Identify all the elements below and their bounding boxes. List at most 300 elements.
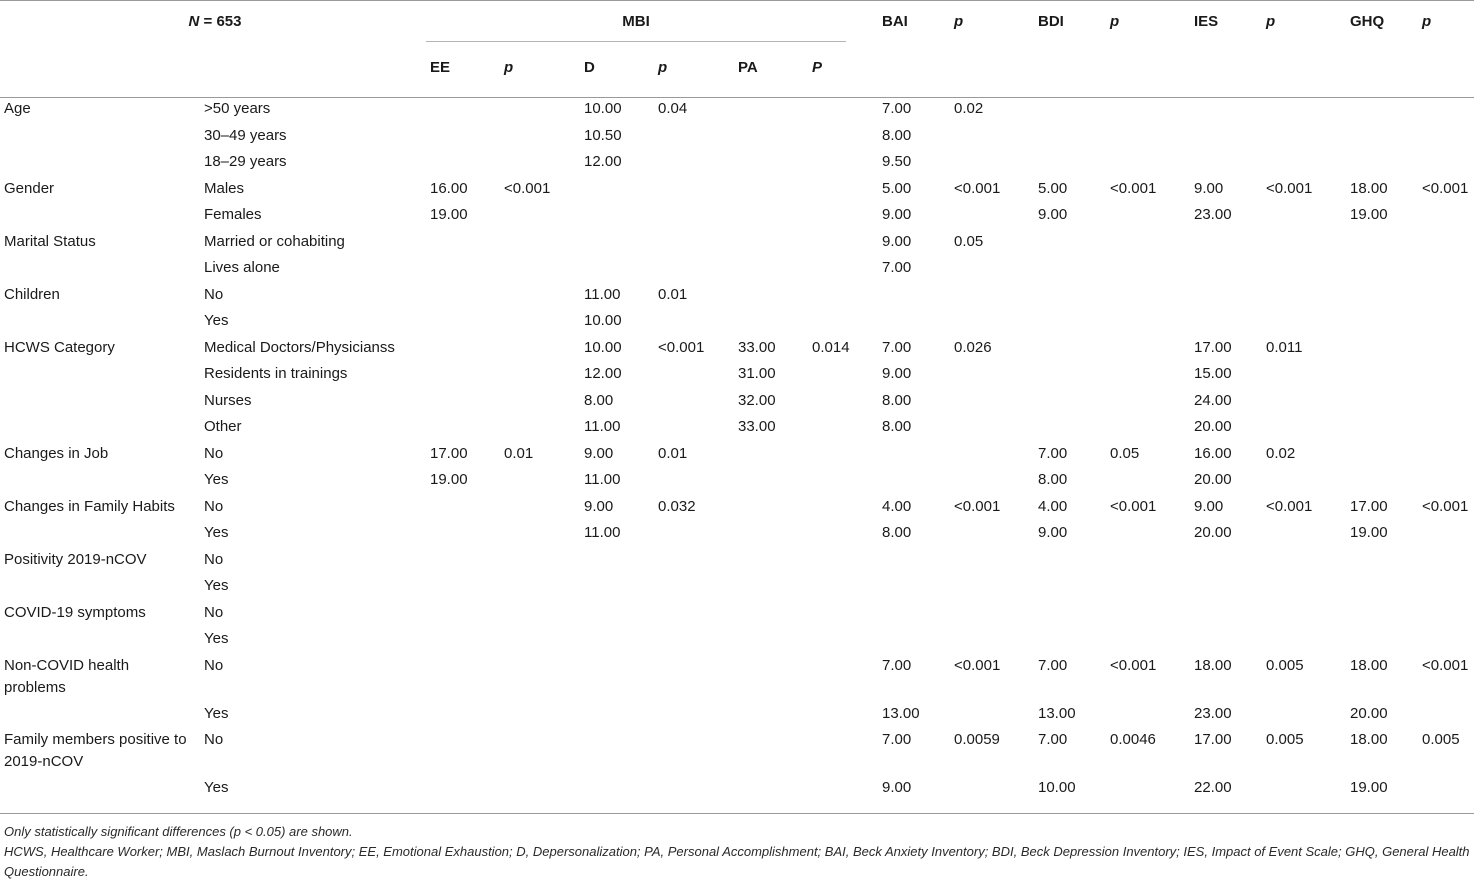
cell-ghq	[1346, 231, 1418, 258]
cell-ghq	[1346, 390, 1418, 417]
cell-pa	[734, 98, 808, 125]
cell-bdi: 9.00	[1038, 524, 1068, 541]
mbi-group-header: MBI	[426, 1, 878, 48]
cell-bai	[878, 549, 950, 576]
cell-ies-p	[1262, 125, 1346, 152]
cell-bai	[878, 602, 950, 629]
col-bdi: BDI	[1034, 1, 1106, 48]
cell-ghq	[1346, 602, 1418, 629]
cell-ghq-p	[1418, 257, 1474, 284]
cell-ghq-p	[1418, 469, 1474, 496]
cell-d: 10.00	[584, 100, 622, 117]
cell-pa	[734, 231, 808, 258]
cell-d	[580, 729, 654, 777]
cell-ghq-p	[1418, 204, 1474, 231]
cell-ghq-p	[1418, 628, 1474, 655]
cell-bai: 7.00	[882, 100, 912, 117]
cell-pa-p	[808, 443, 878, 470]
cell-ies-p: 0.011	[1266, 338, 1303, 356]
cell-ee-p	[500, 416, 580, 443]
cell-ies-p	[1262, 204, 1346, 231]
cell-d	[580, 178, 654, 205]
col-bai: BAI	[878, 1, 950, 48]
cell-ies	[1190, 257, 1262, 284]
cell-bdi-p: 0.0046	[1110, 731, 1156, 748]
cell-ies	[1190, 151, 1262, 178]
cell-ee	[426, 496, 500, 523]
cell-pa-p	[808, 522, 878, 549]
table-row	[0, 257, 1474, 284]
cell-bai-p	[950, 575, 1034, 602]
cell-d-p	[654, 231, 734, 258]
cell-bdi: 5.00	[1038, 179, 1068, 197]
cell-d-p	[654, 729, 734, 777]
cell-d-p: 0.01	[658, 285, 688, 303]
cell-pa: 33.00	[738, 418, 776, 435]
cell-pa-p	[808, 655, 878, 703]
row-group-label	[0, 310, 200, 337]
cell-bdi: 8.00	[1038, 471, 1068, 488]
row-group-label	[0, 777, 200, 814]
cell-d-p	[654, 416, 734, 443]
cell-ghq-p	[1418, 125, 1474, 152]
table-row	[0, 390, 1474, 417]
col-ee: EE	[426, 47, 500, 98]
row-sublabel: Yes	[204, 630, 229, 647]
row-sublabel: Residents in trainings	[204, 365, 348, 382]
col-ies: IES	[1190, 1, 1262, 48]
cell-ies	[1190, 602, 1262, 629]
cell-pa-p	[808, 363, 878, 390]
cell-ghq	[1346, 575, 1418, 602]
sample-size-label: N = 653	[0, 1, 426, 48]
row-sublabel: >50 years	[204, 100, 271, 117]
cell-pa	[734, 549, 808, 576]
cell-ghq	[1346, 151, 1418, 178]
cell-ee-p	[500, 575, 580, 602]
cell-pa	[734, 628, 808, 655]
cell-ies	[1190, 284, 1262, 311]
table-row	[0, 310, 1474, 337]
cell-ies-p	[1262, 777, 1346, 814]
cell-ies	[1190, 125, 1262, 152]
cell-bai-p	[950, 151, 1034, 178]
cell-pa-p	[808, 496, 878, 523]
cell-ee: 19.00	[430, 206, 468, 223]
row-group-label	[0, 363, 200, 390]
cell-ies: 23.00	[1194, 206, 1232, 223]
cell-ies-p	[1262, 390, 1346, 417]
cell-bdi	[1034, 575, 1106, 602]
cell-pa-p	[808, 125, 878, 152]
cell-bdi-p	[1106, 231, 1190, 258]
cell-d-p	[654, 777, 734, 814]
cell-d-p	[654, 390, 734, 417]
cell-d: 8.00	[584, 391, 614, 409]
cell-bdi-p	[1106, 602, 1190, 629]
cell-pa-p	[808, 469, 878, 496]
cell-bdi: 4.00	[1038, 497, 1068, 515]
row-group-label: HCWS Category	[4, 338, 115, 356]
row-group-label	[0, 575, 200, 602]
cell-pa	[734, 178, 808, 205]
cell-ies: 18.00	[1194, 656, 1232, 674]
cell-ghq: 19.00	[1350, 524, 1388, 541]
cell-pa-p	[808, 390, 878, 417]
cell-bai-p	[950, 310, 1034, 337]
row-group-label	[0, 204, 200, 231]
cell-ghq-p	[1418, 363, 1474, 390]
cell-ghq	[1346, 310, 1418, 337]
cell-ee-p	[500, 496, 580, 523]
col-d: D	[580, 47, 654, 98]
cell-ghq-p	[1418, 284, 1474, 311]
cell-bdi	[1034, 151, 1106, 178]
cell-ghq: 18.00	[1350, 731, 1388, 748]
cell-ee	[426, 337, 500, 364]
col-ghq: GHQ	[1346, 1, 1418, 48]
cell-d	[580, 204, 654, 231]
cell-pa-p	[808, 204, 878, 231]
cell-ies	[1190, 549, 1262, 576]
cell-ghq-p: <0.001	[1422, 656, 1469, 674]
cell-d-p	[654, 522, 734, 549]
cell-bai	[878, 469, 950, 496]
table-row	[0, 777, 1474, 814]
cell-bdi	[1034, 416, 1106, 443]
cell-ghq	[1346, 125, 1418, 152]
cell-pa: 31.00	[738, 365, 776, 382]
cell-bdi-p	[1106, 416, 1190, 443]
cell-d-p	[654, 178, 734, 205]
cell-ghq-p	[1418, 602, 1474, 629]
cell-pa	[734, 443, 808, 470]
cell-ies	[1190, 310, 1262, 337]
cell-ghq-p	[1418, 98, 1474, 125]
cell-d	[580, 628, 654, 655]
cell-bai-p	[950, 602, 1034, 629]
row-sublabel: No	[204, 656, 224, 674]
cell-ies-p: 0.02	[1266, 444, 1296, 462]
cell-bai-p: <0.001	[954, 179, 1001, 197]
cell-bai-p	[950, 777, 1034, 814]
cell-ies-p: <0.001	[1266, 179, 1313, 197]
cell-ies-p	[1262, 363, 1346, 390]
cell-bai-p: 0.02	[954, 100, 984, 117]
cell-bai-p	[950, 363, 1034, 390]
row-group-label	[0, 416, 200, 443]
cell-ee	[426, 363, 500, 390]
cell-bai	[878, 284, 950, 311]
cell-bai-p	[950, 284, 1034, 311]
cell-bai-p: 0.0059	[954, 731, 1000, 748]
cell-ies-p	[1262, 628, 1346, 655]
cell-ies-p	[1262, 522, 1346, 549]
cell-ghq	[1346, 337, 1418, 364]
cell-ies	[1190, 98, 1262, 125]
cell-ies: 24.00	[1194, 391, 1232, 409]
cell-ghq	[1346, 469, 1418, 496]
row-group-label: Family members positive to 2019-nCOV	[4, 731, 187, 770]
cell-bdi: 9.00	[1038, 206, 1068, 223]
cell-d-p	[654, 655, 734, 703]
cell-bdi: 7.00	[1038, 444, 1068, 462]
cell-bdi	[1034, 98, 1106, 125]
cell-pa-p	[808, 777, 878, 814]
row-sublabel: Yes	[204, 312, 229, 329]
cell-ies	[1190, 575, 1262, 602]
cell-d-p	[654, 310, 734, 337]
cell-bdi	[1034, 337, 1106, 364]
cell-bdi-p	[1106, 125, 1190, 152]
cell-ee-p	[500, 257, 580, 284]
cell-bai-p	[950, 703, 1034, 730]
cell-bdi	[1034, 363, 1106, 390]
cell-ghq	[1346, 363, 1418, 390]
cell-d-p	[654, 151, 734, 178]
row-sublabel: Yes	[200, 777, 426, 814]
cell-ghq: 19.00	[1350, 206, 1388, 223]
cell-d-p: 0.01	[658, 444, 688, 462]
cell-bai-p	[950, 125, 1034, 152]
cell-ies-p	[1262, 98, 1346, 125]
cell-pa-p	[808, 602, 878, 629]
cell-ee-p	[500, 777, 580, 814]
cell-pa-p	[808, 178, 878, 205]
col-d-p: p	[654, 47, 734, 98]
cell-ies-p	[1262, 231, 1346, 258]
cell-pa	[734, 469, 808, 496]
cell-ee	[426, 575, 500, 602]
cell-bdi-p	[1106, 310, 1190, 337]
cell-bdi-p: <0.001	[1110, 179, 1157, 197]
cell-bai: 9.00	[882, 365, 912, 382]
cell-ies: 20.00	[1194, 524, 1232, 541]
row-sublabel: Medical Doctors/Physicianss	[204, 338, 395, 356]
table-row	[0, 337, 1474, 364]
cell-ee	[426, 125, 500, 152]
cell-ghq-p	[1418, 777, 1474, 814]
col-bdi-p: p	[1106, 1, 1190, 48]
cell-bai: 5.00	[882, 179, 912, 197]
cell-ee	[426, 703, 500, 730]
cell-bdi: 7.00	[1038, 731, 1068, 748]
cell-ghq	[1346, 549, 1418, 576]
cell-bdi-p	[1106, 98, 1190, 125]
cell-bai: 9.00	[882, 232, 912, 250]
cell-bdi	[1034, 310, 1106, 337]
cell-bai-p	[950, 522, 1034, 549]
cell-pa	[734, 655, 808, 703]
cell-ee-p	[500, 522, 580, 549]
cell-ghq-p	[1418, 522, 1474, 549]
cell-bai: 7.00	[882, 338, 912, 356]
cell-d: 11.00	[584, 285, 621, 303]
cell-pa	[734, 284, 808, 311]
cell-ies: 20.00	[1194, 418, 1232, 435]
cell-bai: 13.00	[882, 704, 920, 722]
cell-bdi: 7.00	[1038, 656, 1068, 674]
cell-pa	[734, 151, 808, 178]
table-row	[0, 125, 1474, 152]
row-group-label: Positivity 2019-nCOV	[4, 550, 147, 568]
table-row	[0, 729, 1474, 777]
table-footnotes	[0, 814, 1474, 882]
cell-pa-p	[808, 257, 878, 284]
cell-ee	[426, 729, 500, 777]
cell-ies: 16.00	[1194, 444, 1232, 462]
cell-d	[580, 703, 654, 730]
cell-ies-p	[1262, 575, 1346, 602]
cell-ies	[1190, 231, 1262, 258]
cell-pa-p	[808, 575, 878, 602]
cell-d: 9.00	[584, 444, 614, 462]
row-sublabel: Nurses	[204, 391, 252, 409]
cell-bdi-p	[1106, 549, 1190, 576]
cell-ghq-p	[1418, 231, 1474, 258]
cell-bdi-p	[1106, 628, 1190, 655]
cell-ies-p: 0.005	[1266, 731, 1304, 748]
cell-ghq-p: <0.001	[1422, 179, 1469, 197]
cell-pa-p: 0.014	[812, 338, 850, 356]
cell-bai-p	[950, 443, 1034, 470]
cell-ee	[426, 628, 500, 655]
cell-ee-p	[500, 469, 580, 496]
cell-pa-p	[808, 284, 878, 311]
cell-ee-p	[500, 337, 580, 364]
row-group-label	[0, 628, 200, 655]
cell-ies-p: 0.005	[1266, 656, 1304, 674]
cell-ee: 19.00	[430, 471, 468, 488]
cell-bdi: 13.00	[1038, 704, 1076, 722]
row-sublabel: Other	[204, 418, 242, 435]
table-body	[0, 98, 1474, 814]
table-row	[0, 231, 1474, 258]
row-sublabel: Lives alone	[204, 259, 280, 276]
cell-ee	[426, 549, 500, 576]
row-group-label: Gender	[4, 179, 55, 197]
row-group-label	[0, 703, 200, 730]
row-sublabel: Yes	[204, 577, 229, 594]
cell-ee-p	[500, 310, 580, 337]
cell-d	[580, 655, 654, 703]
col-ghq-p: p	[1418, 1, 1474, 48]
col-pa-p: P	[808, 47, 878, 98]
cell-pa	[734, 125, 808, 152]
cell-d-p	[654, 257, 734, 284]
header-row-1	[0, 1, 1474, 48]
cell-bai	[878, 443, 950, 470]
row-group-label	[0, 469, 200, 496]
cell-d	[580, 777, 654, 814]
cell-pa-p	[808, 98, 878, 125]
cell-bai: 8.00	[882, 524, 912, 541]
cell-bdi-p	[1106, 777, 1190, 814]
cell-d: 10.00	[584, 338, 622, 356]
cell-bdi-p	[1106, 151, 1190, 178]
cell-bai: 9.00	[882, 206, 912, 223]
row-sublabel: No	[204, 603, 224, 621]
row-sublabel: Females	[204, 206, 262, 223]
cell-bdi	[1034, 257, 1106, 284]
cell-ies: 17.00	[1194, 731, 1232, 748]
cell-ee	[426, 231, 500, 258]
cell-d	[580, 231, 654, 258]
cell-ee	[426, 284, 500, 311]
row-sublabel: No	[204, 731, 224, 748]
cell-ee-p: <0.001	[504, 179, 551, 197]
table-row	[0, 703, 1474, 730]
cell-ee	[426, 257, 500, 284]
cell-bai-p: <0.001	[954, 497, 1001, 515]
cell-d: 9.00	[584, 497, 614, 515]
cell-ghq	[1346, 98, 1418, 125]
cell-ee: 16.00	[430, 179, 468, 197]
header-row-2	[0, 47, 1474, 98]
cell-pa	[734, 522, 808, 549]
cell-ies: 20.00	[1194, 471, 1232, 488]
cell-bai	[878, 575, 950, 602]
footnote-significance: Only statistically significant differences (p < 0.05) are shown.	[4, 824, 353, 839]
cell-ghq-p: <0.001	[1422, 497, 1469, 515]
cell-ies-p	[1262, 257, 1346, 284]
cell-ee	[426, 655, 500, 703]
cell-ghq-p	[1418, 703, 1474, 730]
cell-ee-p	[500, 549, 580, 576]
cell-ghq-p	[1418, 337, 1474, 364]
table-row	[0, 98, 1474, 125]
table-row	[0, 204, 1474, 231]
cell-ghq-p	[1418, 390, 1474, 417]
table-row	[0, 655, 1474, 703]
cell-bdi-p	[1106, 363, 1190, 390]
row-group-label	[0, 390, 200, 417]
cell-ghq: 17.00	[1350, 497, 1388, 515]
cell-bdi-p	[1106, 469, 1190, 496]
cell-bai	[878, 310, 950, 337]
cell-d: 12.00	[584, 153, 622, 170]
cell-d-p	[654, 204, 734, 231]
cell-pa-p	[808, 729, 878, 777]
cell-ee	[426, 310, 500, 337]
cell-bdi	[1034, 390, 1106, 417]
cell-d	[580, 549, 654, 576]
cell-bdi	[1034, 231, 1106, 258]
row-group-label	[0, 522, 200, 549]
cell-bai: 9.50	[882, 153, 912, 170]
cell-ies	[1190, 628, 1262, 655]
cell-ee-p: 0.01	[504, 444, 534, 462]
col-ee-p: p	[500, 47, 580, 98]
row-group-label	[0, 151, 200, 178]
table-row	[0, 496, 1474, 523]
row-sublabel: 18–29 years	[204, 153, 287, 170]
cell-bai-p	[950, 257, 1034, 284]
cell-ee-p	[500, 151, 580, 178]
cell-ies-p	[1262, 469, 1346, 496]
cell-ee-p	[500, 204, 580, 231]
cell-ies-p	[1262, 151, 1346, 178]
cell-ies-p	[1262, 416, 1346, 443]
cell-ies: 9.00	[1194, 497, 1224, 515]
cell-pa: 33.00	[738, 338, 776, 356]
cell-ies: 17.00	[1194, 338, 1232, 356]
table-row	[0, 363, 1474, 390]
footnote-abbreviations: HCWS, Healthcare Worker; MBI, Maslach Burnout Inventory; EE, Emotional Exhaustion; D, Depersonalization; PA, Personal Accomplishment; BAI, Beck Anxiety Inventory; BDI, Beck Depression Inventory; IES, Impact of Event Scale; GHQ, General Health Questionnaire.	[4, 844, 1470, 879]
cell-pa	[734, 575, 808, 602]
cell-bai: 4.00	[882, 497, 912, 515]
table-row	[0, 178, 1474, 205]
